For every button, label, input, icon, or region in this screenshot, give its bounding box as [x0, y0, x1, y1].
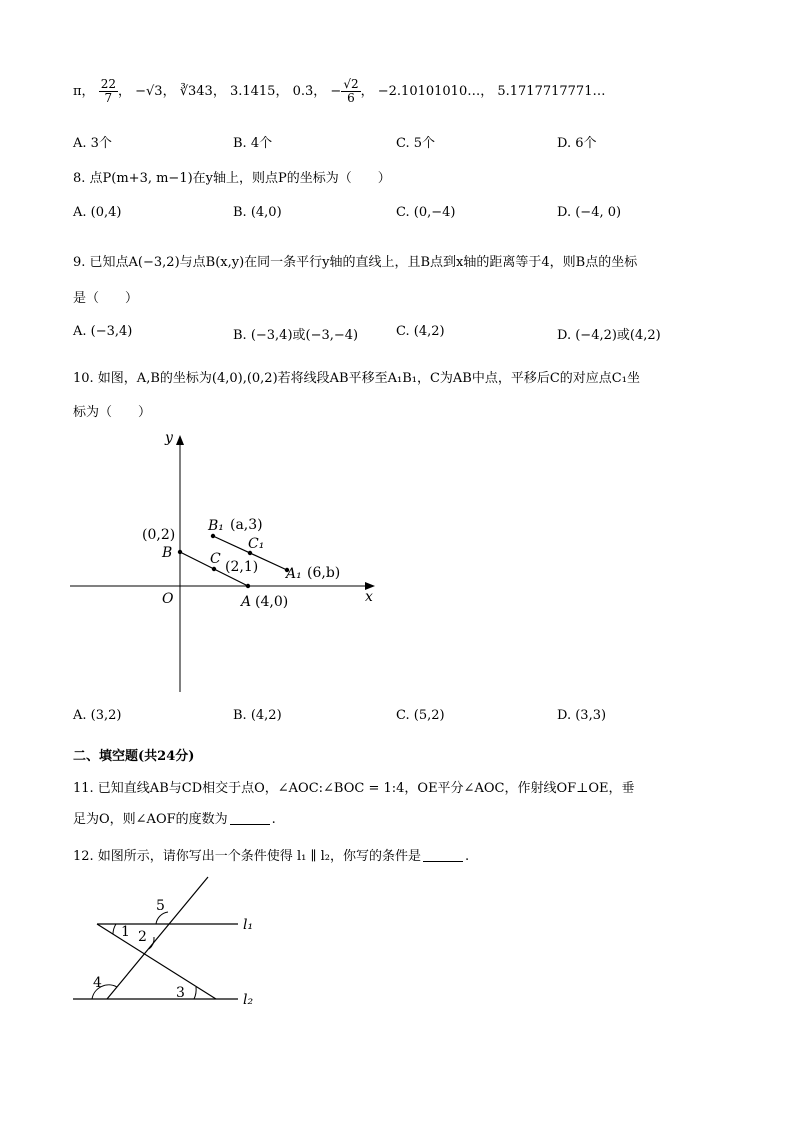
- q10-option-d[interactable]: D. (3,3): [557, 708, 607, 723]
- q7-option-c[interactable]: C. 5个: [396, 136, 436, 151]
- angle-5-label: 5: [156, 898, 165, 914]
- q7-num-neg-2-101: −2.10101010…: [377, 84, 481, 100]
- q8-option-a[interactable]: A. (0,4): [73, 205, 122, 220]
- q10-option-a[interactable]: A. (3,2): [73, 708, 122, 723]
- a-label: A: [241, 594, 252, 610]
- q8-option-c[interactable]: C. (0,−4): [396, 205, 456, 220]
- y-axis-arrow: [176, 435, 184, 445]
- angle-2-label: 2: [138, 929, 147, 945]
- point-c: [212, 567, 216, 571]
- line-l2-label: l₂: [243, 992, 254, 1008]
- c1-label: C₁: [248, 536, 265, 552]
- q11-line1: 11. 已知直线AB与CD相交于点O，∠AOC:∠BOC = 1:4，OE平分∠AOC，作射线OF⊥OE，垂: [73, 781, 635, 796]
- b-label: B: [162, 545, 173, 561]
- q11-line2-end: .: [271, 812, 276, 827]
- b-coord-label: (0,2): [142, 527, 176, 543]
- q11-line2: [73, 808, 276, 827]
- q9-option-c[interactable]: C. (4,2): [396, 324, 445, 339]
- c-coord-label: (2,1): [225, 559, 259, 575]
- q11-answer-blank[interactable]: [230, 824, 270, 825]
- q7-num-5-171: 5.1717717771…: [497, 84, 606, 100]
- angle-3-label: 3: [176, 985, 185, 1001]
- section-title: 二、填空题(共24分): [73, 749, 195, 764]
- b1-label: B₁: [208, 518, 224, 534]
- q7-num-3-1415: 3.1415: [229, 84, 276, 100]
- y-axis-label: y: [165, 430, 173, 446]
- q7-option-a[interactable]: A. 3个: [73, 136, 112, 151]
- q7-option-b[interactable]: B. 4个: [233, 136, 273, 151]
- q10-coordinate-figure: [65, 425, 395, 695]
- q9-option-a[interactable]: A. (−3,4): [73, 324, 133, 339]
- line-l1-label: l₁: [243, 917, 254, 933]
- q8-option-d[interactable]: D. (−4, 0): [557, 205, 622, 220]
- q9-option-d[interactable]: D. (−4,2)或(4,2): [557, 328, 661, 343]
- angle-3-arc: [194, 987, 196, 999]
- x-axis-label: x: [365, 589, 373, 605]
- q10-stem-line1: 10. 如图，A,B的坐标为(4,0),(0,2)若将线段AB平移至A₁B₁，C为AB中点，平移后C的对应点C₁坐: [73, 371, 640, 386]
- q7-option-d[interactable]: D. 6个: [557, 136, 597, 151]
- c-label: C: [210, 551, 221, 567]
- transversal-1: [97, 924, 216, 999]
- q10-stem-line2: 标为（ ）: [73, 405, 152, 420]
- angle-1-label: 1: [121, 924, 130, 940]
- q12-stem: [73, 845, 469, 864]
- q9-stem-line1: 9. 已知点A(−3,2)与点B(x,y)在同一条平行y轴的直线上，且B点到x轴的距离等于4，则B点的坐标: [73, 255, 638, 270]
- b1-coord-label: (a,3): [230, 517, 263, 533]
- q9-stem-line2: 是（ ）: [73, 291, 139, 306]
- point-b: [178, 550, 182, 554]
- q12-stem-text: 12. 如图所示，请你写出一个条件使得 l₁ ∥ l₂，你写的条件是: [73, 849, 421, 864]
- q7-numbers-line: π， $\frac{22}{7}$ ， −√3， ∛343， 3.1415， 0.3̇， − $\frac{√2}{6}$ ， −2.10101010…， 5.1717717771…: [73, 77, 606, 106]
- q7-num-frac: $\frac{22}{7}$: [100, 77, 116, 106]
- q10-option-c[interactable]: C. (5,2): [396, 708, 445, 723]
- q12-parallel-lines-figure: [70, 872, 270, 1012]
- point-b1: [211, 534, 215, 538]
- q10-option-b[interactable]: B. (4,2): [233, 708, 282, 723]
- q8-option-b[interactable]: B. (4,0): [233, 205, 282, 220]
- origin-label: O: [162, 591, 174, 607]
- q11-line2-text: 足为O，则∠AOF的度数为: [73, 812, 228, 827]
- q12-answer-blank[interactable]: [423, 861, 463, 862]
- q7-num-pi: π: [73, 84, 82, 100]
- a1-label: A₁: [286, 566, 302, 582]
- angle-4-label: 4: [93, 975, 102, 991]
- q7-num-neg-sqrt3: −√3: [135, 84, 163, 100]
- q12-stem-end: .: [464, 849, 470, 864]
- point-a: [246, 584, 250, 588]
- q7-num-cbrt: ∛343: [179, 84, 213, 100]
- a-coord-label: (4,0): [255, 594, 289, 610]
- a1-coord-label: (6,b): [307, 565, 341, 581]
- q8-stem: 8. 点P(m+3, m−1)在y轴上，则点P的坐标为（ ）: [73, 171, 391, 186]
- angle-1-arc: [113, 924, 116, 934]
- q7-num-repeating: 0.3̇: [292, 84, 314, 100]
- q9-option-b[interactable]: B. (−3,4)或(−3,−4): [233, 328, 359, 343]
- q7-num-neg-sqrt2-over-6: − $\frac{√2}{6}$: [330, 77, 359, 106]
